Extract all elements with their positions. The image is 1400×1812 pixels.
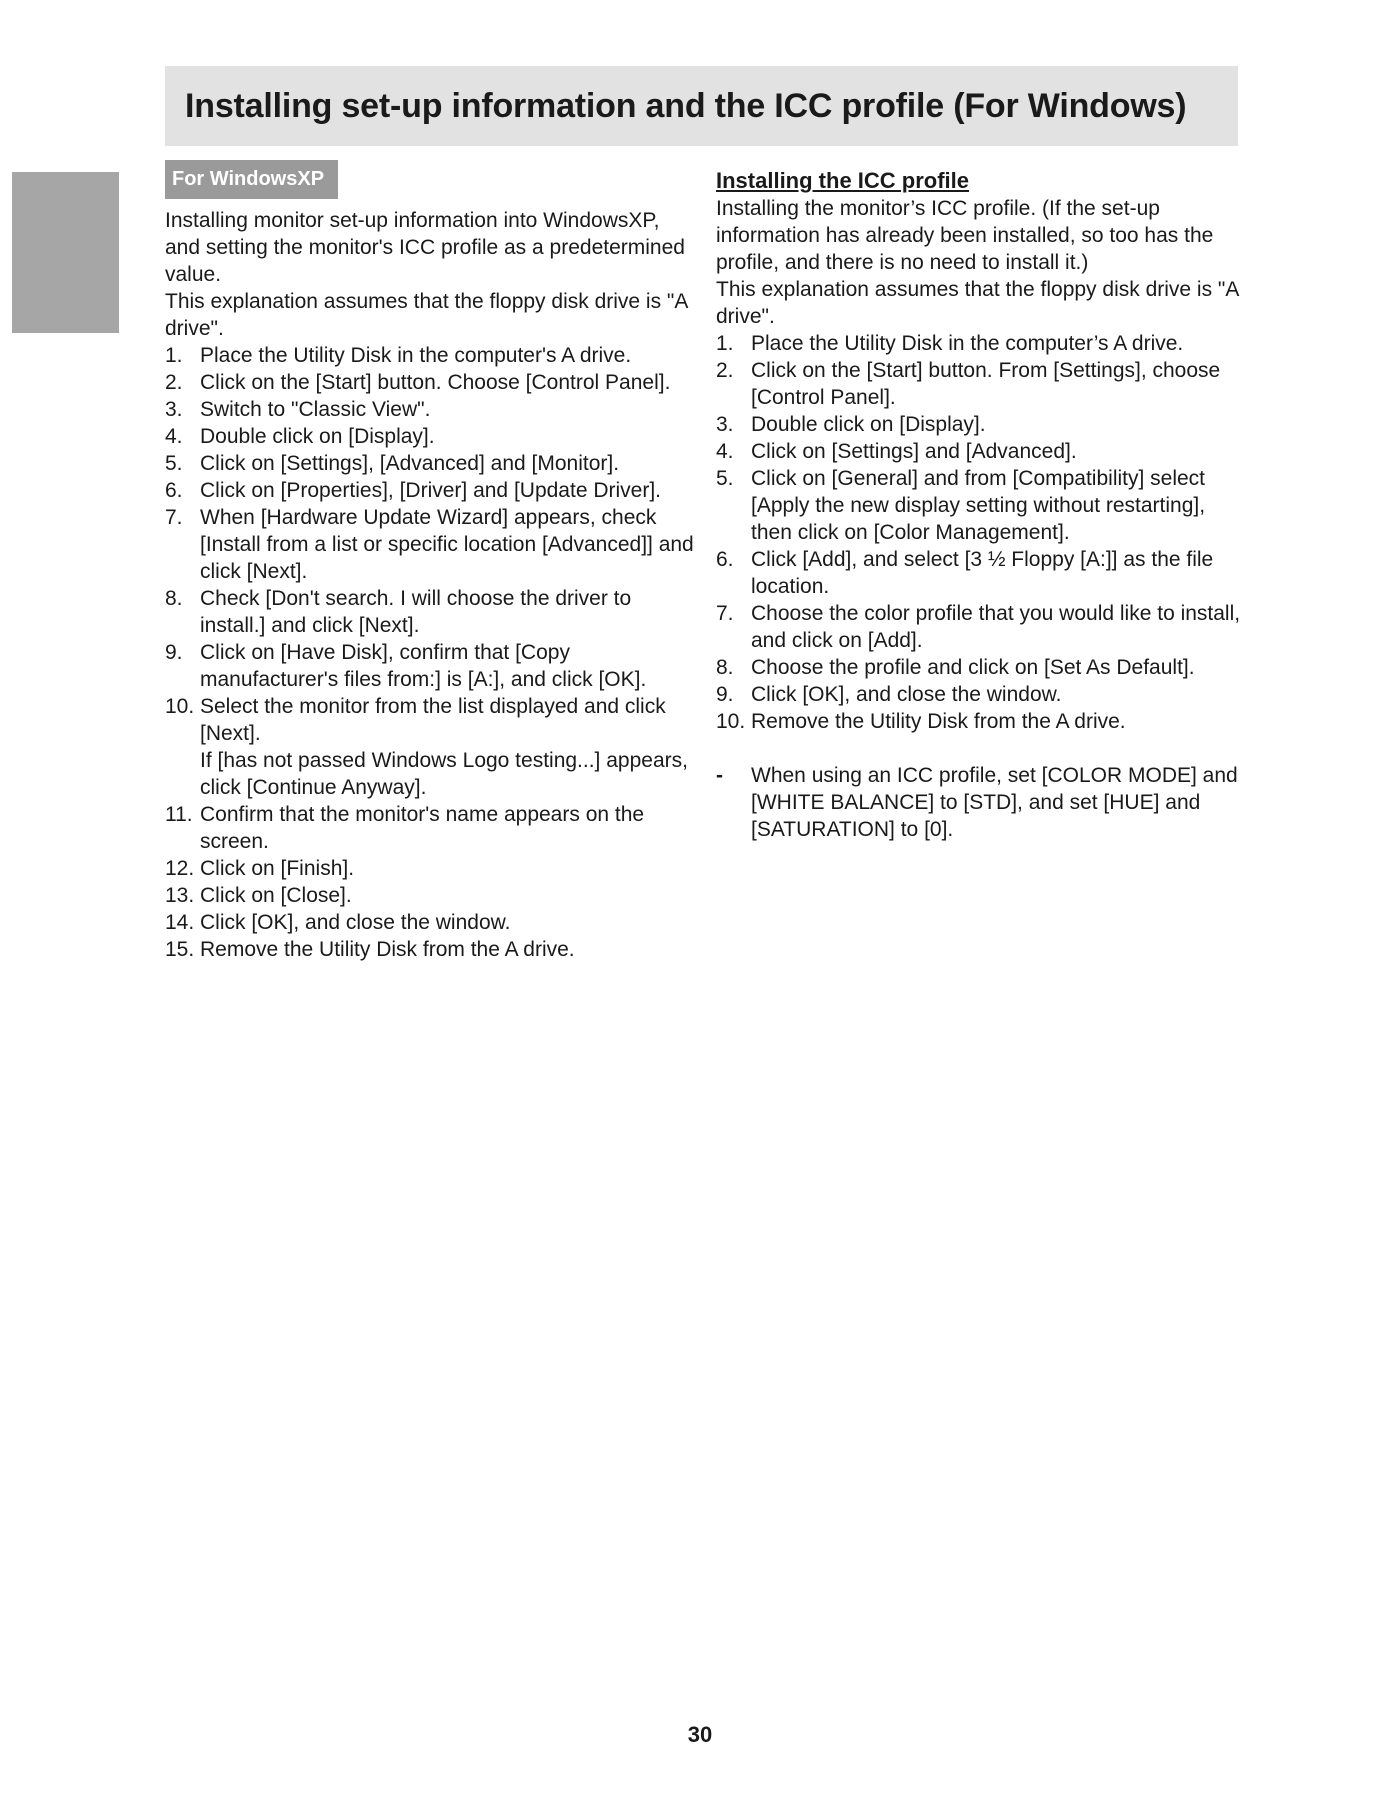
icc-note <box>716 762 1246 843</box>
step-text: Place the Utility Disk in the computer’s A drive. <box>751 332 1184 355</box>
step-number: 2. <box>165 371 183 394</box>
page-title: Installing set-up information and the ICC profile (For Windows) <box>185 86 1187 125</box>
list-item <box>165 639 695 693</box>
list-item <box>716 438 1246 465</box>
step-number: 5. <box>165 452 183 475</box>
step-number: 4. <box>716 440 734 463</box>
right-column <box>716 160 1246 843</box>
step-number: 10. <box>165 695 195 718</box>
step-text: Remove the Utility Disk from the A drive. <box>751 710 1126 733</box>
list-item <box>716 600 1246 654</box>
list-item <box>716 357 1246 411</box>
step-number: 9. <box>165 641 183 664</box>
step-text: Click on [Settings], [Advanced] and [Monitor]. <box>200 452 620 475</box>
intro-paragraph: Installing the monitor’s ICC profile. (If the set-up information has already been installed, so too has the profile, and there is no need to install it.) <box>716 197 1214 274</box>
left-column <box>165 160 695 963</box>
list-item <box>165 369 695 396</box>
step-text: Choose the color profile that you would like to install, and click on [Add]. <box>751 602 1241 652</box>
step-text: Click [OK], and close the window. <box>200 911 511 934</box>
list-item <box>165 909 695 936</box>
step-number: 7. <box>165 506 183 529</box>
list-item <box>716 330 1246 357</box>
title-bar <box>165 66 1238 146</box>
step-number: 3. <box>716 413 734 436</box>
step-text: Select the monitor from the list displayed and click [Next]. <box>200 695 666 745</box>
list-item <box>165 882 695 909</box>
step-number: 9. <box>716 683 734 706</box>
step-number: 1. <box>716 332 734 355</box>
step-text: Click on [Properties], [Driver] and [Update Driver]. <box>200 479 661 502</box>
step-text: Click on the [Start] button. From [Settings], choose [Control Panel]. <box>751 359 1221 409</box>
step-text: Check [Don't search. I will choose the driver to install.] and click [Next]. <box>200 587 632 637</box>
step-text: Click on [General] and from [Compatibility] select [Apply the new display setting without restarting], then click on [Color Management]. <box>751 467 1206 544</box>
step-text: Click [Add], and select [3 ½ Floppy [A:]] as the file location. <box>751 548 1214 598</box>
step-number: 2. <box>716 359 734 382</box>
list-item <box>165 477 695 504</box>
step-number: 14. <box>165 911 195 934</box>
list-item <box>165 693 695 801</box>
note-bullet: - <box>716 764 723 787</box>
step-subtext: If [has not passed Windows Logo testing...] appears, click [Continue Anyway]. <box>200 749 688 799</box>
list-item <box>165 936 695 963</box>
list-item <box>165 342 695 369</box>
list-item <box>716 654 1246 681</box>
step-number: 5. <box>716 467 734 490</box>
list-item <box>165 450 695 477</box>
step-text: Switch to "Classic View". <box>200 398 431 421</box>
step-text: Click on [Have Disk], confirm that [Copy manufacturer's files from:] is [A:], and click [OK]. <box>200 641 647 691</box>
list-item <box>165 504 695 585</box>
page-number: 30 <box>687 1722 713 1747</box>
step-number: 8. <box>165 587 183 610</box>
step-text: Remove the Utility Disk from the A drive. <box>200 938 575 961</box>
step-text: Double click on [Display]. <box>200 425 435 448</box>
step-number: 7. <box>716 602 734 625</box>
side-tab-marker <box>12 172 119 333</box>
step-number: 1. <box>165 344 183 367</box>
step-number: 12. <box>165 857 195 880</box>
list-item <box>165 396 695 423</box>
step-number: 3. <box>165 398 183 421</box>
step-text: Click on [Close]. <box>200 884 352 907</box>
step-text: Click on the [Start] button. Choose [Control Panel]. <box>200 371 671 394</box>
step-text: Place the Utility Disk in the computer's A drive. <box>200 344 632 367</box>
icc-steps-list <box>716 330 1246 735</box>
list-item <box>716 546 1246 600</box>
note-text: When using an ICC profile, set [COLOR MODE] and [WHITE BALANCE] to [STD], and set [HUE] and [SATURATION] to [0]. <box>751 764 1238 841</box>
step-text: When [Hardware Update Wizard] appears, check [Install from a list or specific location [Advanced]] and click [Next]. <box>200 506 694 583</box>
step-number: 13. <box>165 884 195 907</box>
step-number: 6. <box>165 479 183 502</box>
section-tag-windowsxp: For WindowsXP <box>165 160 338 199</box>
step-text: Double click on [Display]. <box>751 413 986 436</box>
step-number: 10. <box>716 710 746 733</box>
step-text: Click on [Settings] and [Advanced]. <box>751 440 1077 463</box>
list-item <box>165 423 695 450</box>
list-item <box>165 855 695 882</box>
list-item <box>716 465 1246 546</box>
intro-paragraph: Installing monitor set-up information into WindowsXP, and setting the monitor's ICC profile as a predetermined value. <box>165 209 685 286</box>
step-text: Choose the profile and click on [Set As Default]. <box>751 656 1195 679</box>
section-heading-icc-profile: Installing the ICC profile <box>716 168 970 193</box>
step-number: 15. <box>165 938 195 961</box>
step-number: 4. <box>165 425 183 448</box>
list-item <box>165 801 695 855</box>
list-item <box>716 708 1246 735</box>
intro-paragraph: This explanation assumes that the floppy disk drive is "A drive". <box>165 290 688 340</box>
intro-paragraph: This explanation assumes that the floppy disk drive is "A drive". <box>716 278 1239 328</box>
step-number: 11. <box>165 803 193 826</box>
step-text: Confirm that the monitor's name appears on the screen. <box>200 803 645 853</box>
list-item <box>716 681 1246 708</box>
step-text: Click on [Finish]. <box>200 857 355 880</box>
setup-steps-list <box>165 342 695 963</box>
step-number: 6. <box>716 548 734 571</box>
list-item <box>165 585 695 639</box>
step-text: Click [OK], and close the window. <box>751 683 1062 706</box>
list-item <box>716 411 1246 438</box>
step-number: 8. <box>716 656 734 679</box>
